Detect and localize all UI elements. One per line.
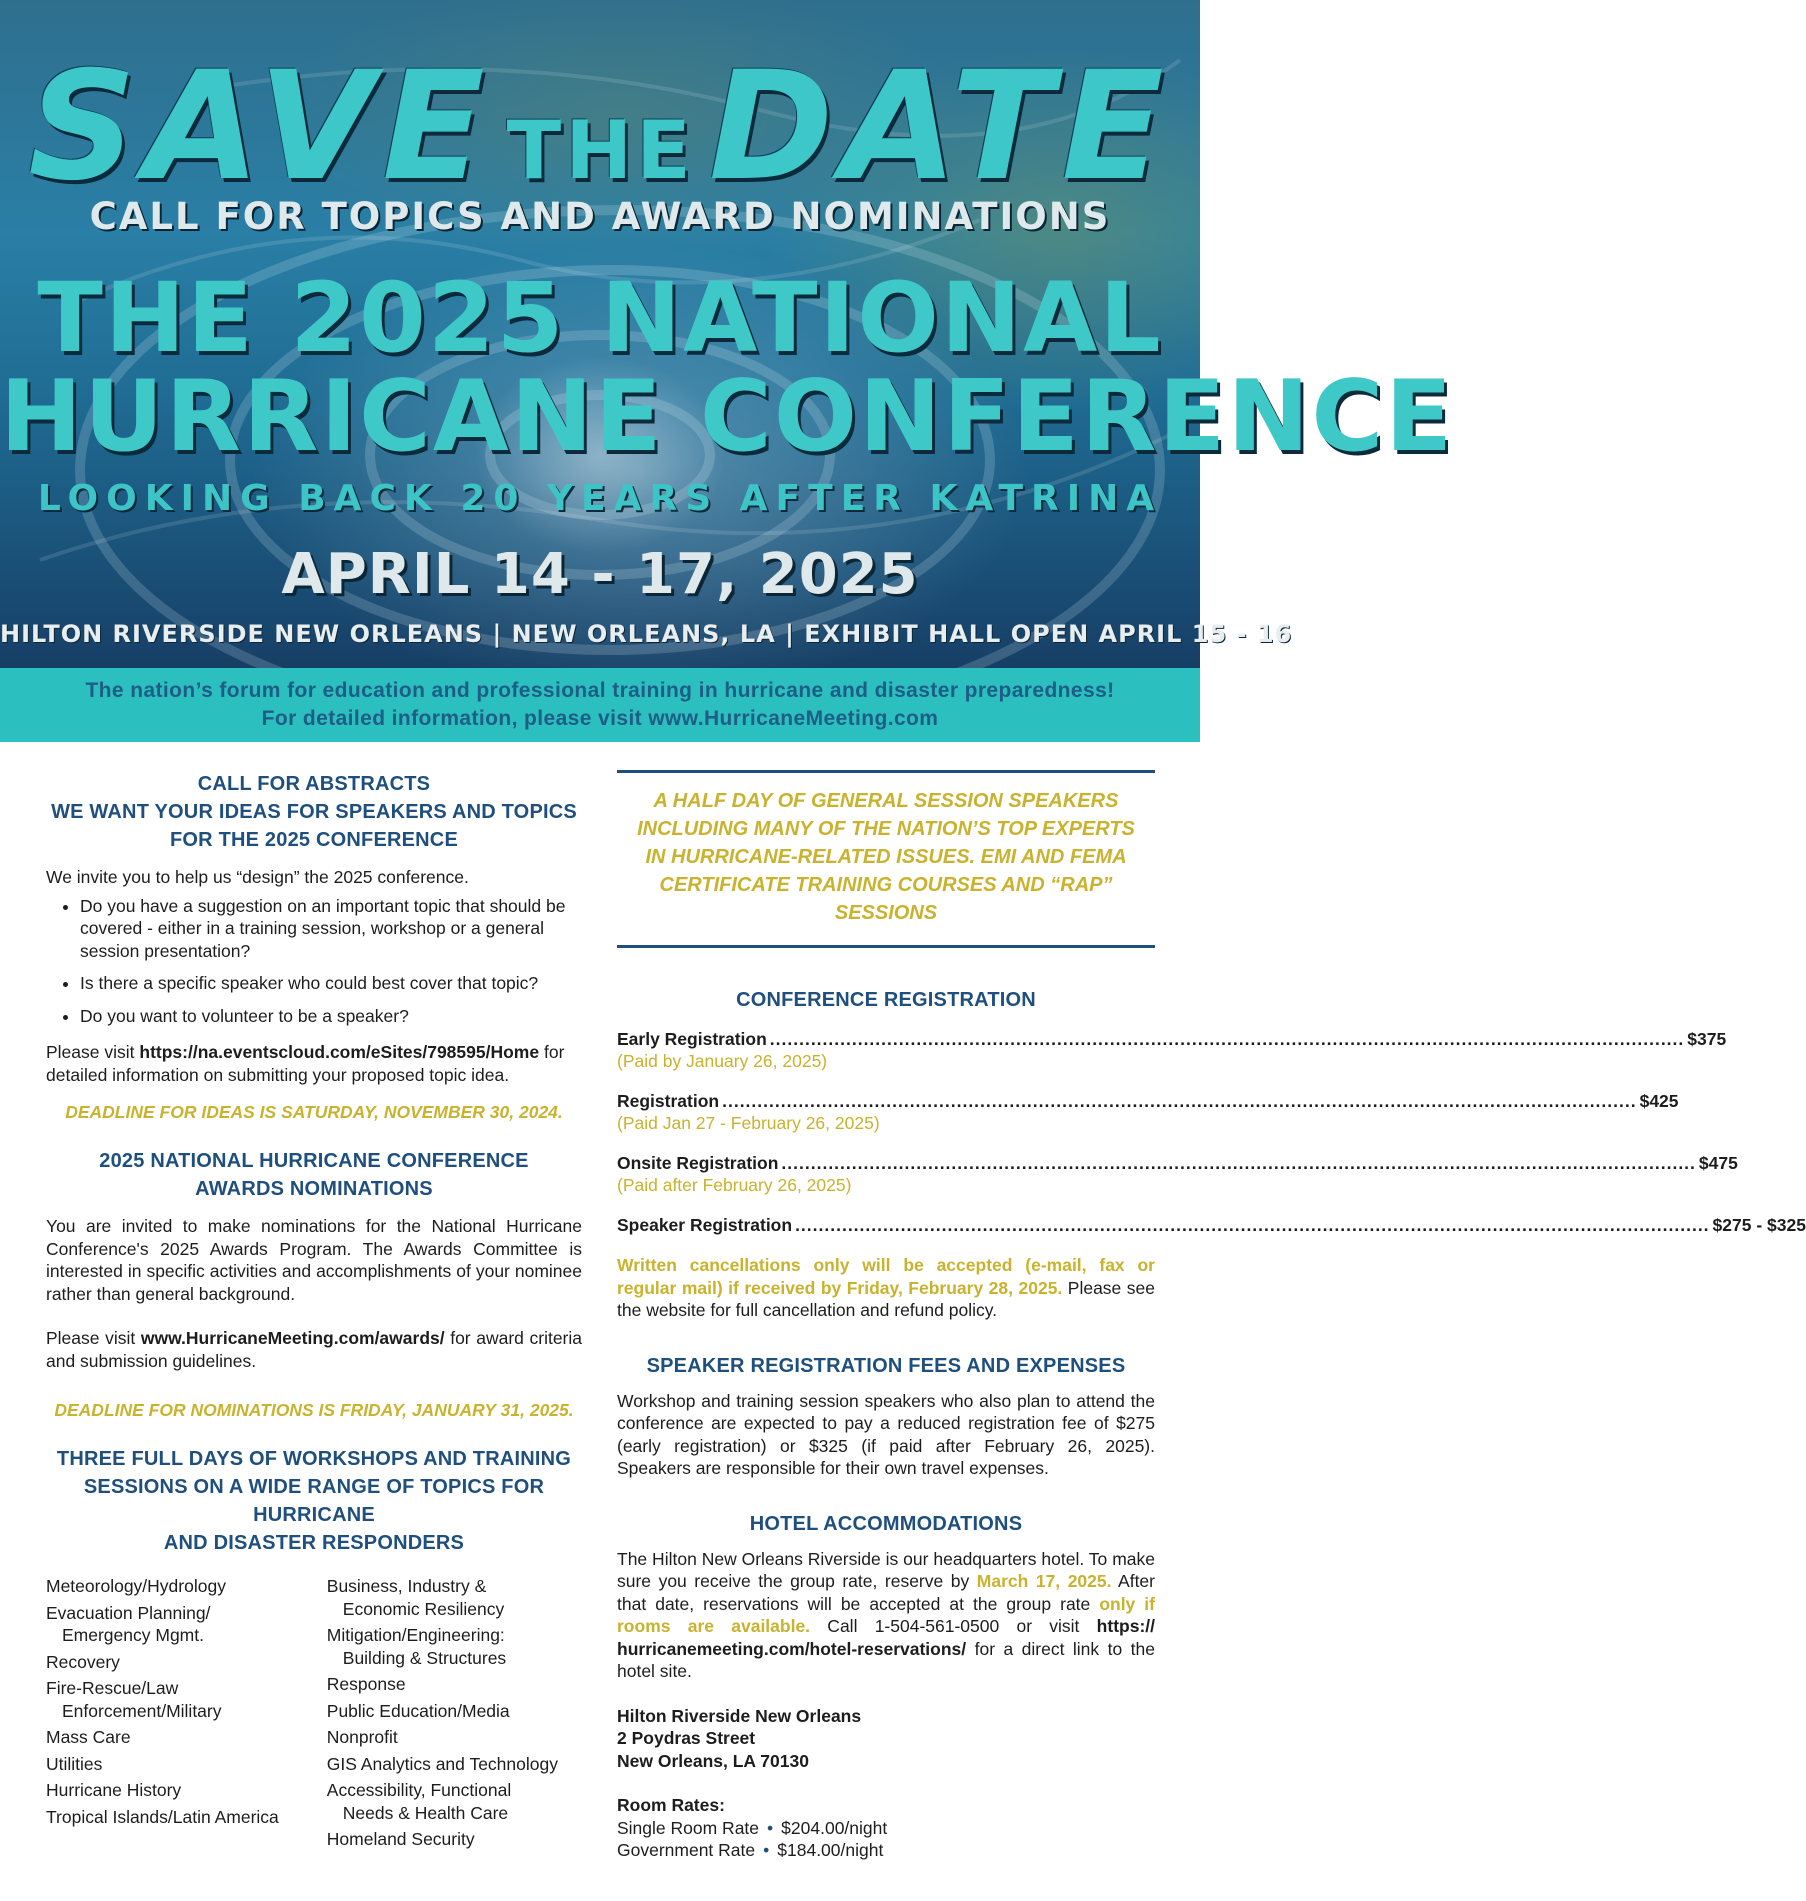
topic-text: Evacuation Planning/ — [46, 1602, 211, 1623]
general-session-highlight — [617, 773, 1155, 945]
room-rate-row — [617, 1817, 1155, 1839]
hotel-text: for a direct link to the hotel site. — [617, 1638, 1155, 1681]
topic-item — [327, 1779, 582, 1824]
address-line: 2 Poydras Street — [617, 1728, 756, 1748]
forum-strip — [0, 668, 1200, 742]
workshops-header — [46, 1445, 582, 1557]
address-line: Hilton Riverside New Orleans — [617, 1705, 862, 1726]
cancellation-notice: Written cancellations only will be accepted (e-mail, fax or regular mail) if received by Friday, February 28, 2025. — [617, 1255, 1155, 1298]
topic-text: Public Education/Media — [326, 1700, 510, 1721]
nominations-deadline: DEADLINE FOR NOMINATIONS IS FRIDAY, JANUARY 31, 2025. — [54, 1400, 574, 1420]
topics-column-left — [46, 1575, 327, 1855]
abstracts-visit-paragraph — [46, 1041, 582, 1086]
registration-label: Early Registration — [617, 1029, 767, 1049]
topic-text: Recovery — [46, 1651, 120, 1672]
abstracts-header-line: WE WANT YOUR IDEAS FOR SPEAKERS AND TOPICS — [51, 801, 577, 823]
registration-price: $275 - $325 — [1712, 1215, 1806, 1235]
workshops-header-line: THREE FULL DAYS OF WORKSHOPS AND TRAINING — [56, 1448, 572, 1470]
topic-text: Nonprofit — [326, 1727, 398, 1747]
website-info: For detailed information, please visit www.HurricaneMeeting.com — [261, 707, 939, 730]
conference-title-line1: THE 2025 NATIONAL — [37, 262, 1163, 374]
topic-item — [327, 1828, 582, 1851]
hotel-header: HOTEL ACCOMMODATIONS — [749, 1512, 1023, 1535]
list-item: • Do you have a suggestion on an important topic that should be covered - either in a training session, workshop or a general session presentation? — [80, 895, 582, 963]
topic-item — [46, 1726, 327, 1749]
registration-row — [617, 1152, 1738, 1174]
registration-label: Onsite Registration — [617, 1153, 779, 1173]
leader-dots — [722, 1090, 1636, 1112]
venue-line: HILTON RIVERSIDE NEW ORLEANS | NEW ORLEANS, LA | EXHIBIT HALL OPEN APRIL 15 - 16 — [0, 620, 1293, 648]
topic-item — [46, 1602, 327, 1647]
topic-text: Meteorology/Hydrology — [46, 1576, 226, 1596]
awards-header-line: AWARDS NOMINATIONS — [195, 1178, 433, 1200]
topic-text: Emergency Mgmt. — [62, 1625, 204, 1645]
workshops-header-line: AND DISASTER RESPONDERS — [163, 1532, 465, 1554]
forum-tagline: The nation’s forum for education and professional training in hurricane and disaster preparedness! — [85, 679, 1115, 702]
topics-column-right — [327, 1575, 582, 1855]
topic-text: Tropical Islands/Latin America — [46, 1806, 279, 1827]
katrina-tagline: LOOKING BACK 20 YEARS AFTER KATRINA — [37, 478, 1163, 519]
hotel-reserve-date: March 17, 2025. — [976, 1571, 1112, 1591]
hotel-reservation-link[interactable]: https:// hurricanemeeting.com/hotel-reservations/ — [617, 1616, 1155, 1659]
save-word: SAVE — [28, 40, 493, 214]
hotel-paragraph — [617, 1548, 1155, 1683]
topic-item — [327, 1673, 582, 1696]
topic-text: Utilities — [46, 1753, 103, 1774]
topic-text: Homeland Security — [326, 1829, 475, 1849]
awards-header — [46, 1147, 582, 1203]
registration-note: (Paid Jan 27 - February 26, 2025) — [617, 1113, 880, 1133]
awards-body: You are invited to make nominations for the National Hurricane Conference's 2025 Awards Program. The Awards Committee is interested in specific activities and accomplishments of your nominee rather than general background. — [46, 1216, 582, 1304]
topic-item — [46, 1753, 327, 1776]
awards-url-link[interactable]: www.HurricaneMeeting.com/awards/ — [140, 1328, 445, 1348]
cancellation-rest: Please see the website for full cancellation and refund policy. — [617, 1277, 1155, 1320]
registration-note: (Paid after February 26, 2025) — [617, 1175, 852, 1195]
conference-title-line2: HURRICANE CONFERENCE — [0, 360, 1455, 474]
workshops-header-line: SESSIONS ON A WIDE RANGE OF TOPICS FOR HURRICANE — [83, 1476, 545, 1526]
abstracts-header-line: CALL FOR ABSTRACTS — [197, 773, 431, 795]
topics-list — [46, 1575, 582, 1855]
left-column — [46, 770, 582, 1855]
registration-header: CONFERENCE REGISTRATION — [736, 989, 1036, 1011]
address-line: New Orleans, LA 70130 — [617, 1750, 809, 1771]
topic-item — [327, 1700, 582, 1723]
save-the-date-title — [0, 40, 1200, 214]
room-rate-row — [617, 1839, 1155, 1861]
hotel-text: The Hilton New Orleans Riverside is our headquarters hotel. To make sure you receive the group rate, reserve by — [617, 1548, 1155, 1591]
general-session-line: A HALF DAY OF GENERAL SESSION SPEAKERS — [653, 790, 1119, 812]
leader-dots — [781, 1152, 1695, 1174]
topic-text: Economic Resiliency — [342, 1598, 505, 1619]
topic-text: Building & Structures — [342, 1647, 507, 1668]
leader-dots — [770, 1028, 1684, 1050]
speaker-fees-body: Workshop and training session speakers who also plan to attend the conference are expected to pay a reduced registration fee of $275 (early registration) or $325 (if paid after February 26, 2025). Speakers are responsible for their own travel expenses. — [617, 1390, 1155, 1478]
topic-item — [46, 1806, 327, 1829]
list-item: • Is there a specific speaker who could best cover that topic? — [80, 972, 582, 995]
visit-suffix: for award criteria and submission guidelines. — [46, 1328, 583, 1371]
hotel-text: After that date, reservations will be accepted at the group rate — [617, 1571, 1155, 1614]
leader-dots — [795, 1214, 1709, 1236]
room-rates-label: Room Rates: — [617, 1795, 725, 1815]
topic-item — [46, 1779, 327, 1802]
topic-text: Fire-Rescue/Law — [46, 1678, 179, 1698]
topic-text: Business, Industry & — [326, 1576, 487, 1596]
registration-list — [617, 1028, 1806, 1236]
topic-item — [46, 1677, 327, 1722]
abstracts-header-line: FOR THE 2025 CONFERENCE — [170, 829, 458, 851]
rate-value: $204.00/night — [781, 1817, 888, 1838]
topic-item — [327, 1624, 582, 1669]
topic-text: GIS Analytics and Technology — [326, 1753, 558, 1774]
hotel-availability-note: only if rooms are available. — [617, 1593, 1156, 1636]
rate-value: $184.00/night — [777, 1839, 884, 1860]
right-column — [617, 770, 1806, 1861]
speaker-fees-header: SPEAKER REGISTRATION FEES AND EXPENSES — [646, 1354, 1126, 1377]
topic-item — [327, 1753, 582, 1776]
divider — [617, 945, 1155, 948]
registration-price: $375 — [1687, 1029, 1727, 1049]
visit-suffix: for detailed information on submitting your proposed topic idea. — [46, 1042, 565, 1085]
rate-label: Single Room Rate — [617, 1817, 760, 1838]
hotel-text: Call 1-504-561-0500 or visit — [810, 1616, 1097, 1636]
abstracts-url-link[interactable]: https://na.eventscloud.com/eSites/798595/Home — [139, 1042, 540, 1062]
cancellation-policy — [617, 1254, 1155, 1322]
general-session-line: IN HURRICANE-RELATED ISSUES. EMI AND FEMA — [645, 846, 1127, 868]
registration-price: $475 — [1698, 1153, 1738, 1173]
abstracts-intro: We invite you to help us “design” the 2025 conference. — [46, 867, 469, 887]
bullet-dot-icon: • — [767, 1817, 774, 1838]
topic-text: Hurricane History — [46, 1780, 182, 1800]
topic-text: Mitigation/Engineering: — [326, 1625, 505, 1645]
topic-text: Needs & Health Care — [342, 1802, 509, 1823]
topic-item — [327, 1726, 582, 1749]
visit-prefix: Please visit — [46, 1042, 140, 1062]
rate-label: Government Rate — [617, 1839, 756, 1860]
conference-dates: APRIL 14 - 17, 2025 — [281, 542, 919, 607]
registration-row — [617, 1090, 1679, 1112]
general-session-line: CERTIFICATE TRAINING COURSES AND “RAP” SESSIONS — [659, 874, 1113, 924]
awards-header-line: 2025 NATIONAL HURRICANE CONFERENCE — [99, 1150, 529, 1172]
abstracts-header — [46, 770, 582, 854]
registration-label: Speaker Registration — [617, 1215, 793, 1235]
topic-item — [46, 1651, 327, 1674]
registration-row — [617, 1028, 1727, 1050]
list-item: • Do you want to volunteer to be a speaker? — [80, 1005, 582, 1028]
registration-row — [617, 1214, 1806, 1236]
call-for-topics-subtitle: CALL FOR TOPICS AND AWARD NOMINATIONS — [89, 195, 1111, 238]
topic-text: Accessibility, Functional — [326, 1780, 512, 1800]
awards-visit-paragraph — [46, 1327, 582, 1372]
topic-item — [327, 1575, 582, 1620]
ideas-deadline: DEADLINE FOR IDEAS IS SATURDAY, NOVEMBER 30, 2024. — [65, 1102, 563, 1122]
hotel-address — [617, 1705, 1155, 1773]
topic-text: Mass Care — [46, 1727, 131, 1747]
registration-label: Registration — [617, 1091, 720, 1111]
topic-text: Response — [326, 1674, 406, 1694]
header-banner — [0, 0, 1455, 668]
registration-price: $425 — [1639, 1091, 1679, 1111]
date-word: DATE — [708, 40, 1172, 214]
bullet-dot-icon: • — [763, 1839, 770, 1860]
the-word: THE — [506, 104, 695, 197]
visit-prefix: Please visit — [46, 1328, 141, 1348]
topic-item — [46, 1575, 327, 1598]
abstracts-bullet-list — [46, 895, 582, 1028]
registration-note: (Paid by January 26, 2025) — [617, 1051, 828, 1071]
general-session-line: INCLUDING MANY OF THE NATION’S TOP EXPERTS — [637, 818, 1135, 840]
topic-text: Enforcement/Military — [62, 1700, 222, 1721]
